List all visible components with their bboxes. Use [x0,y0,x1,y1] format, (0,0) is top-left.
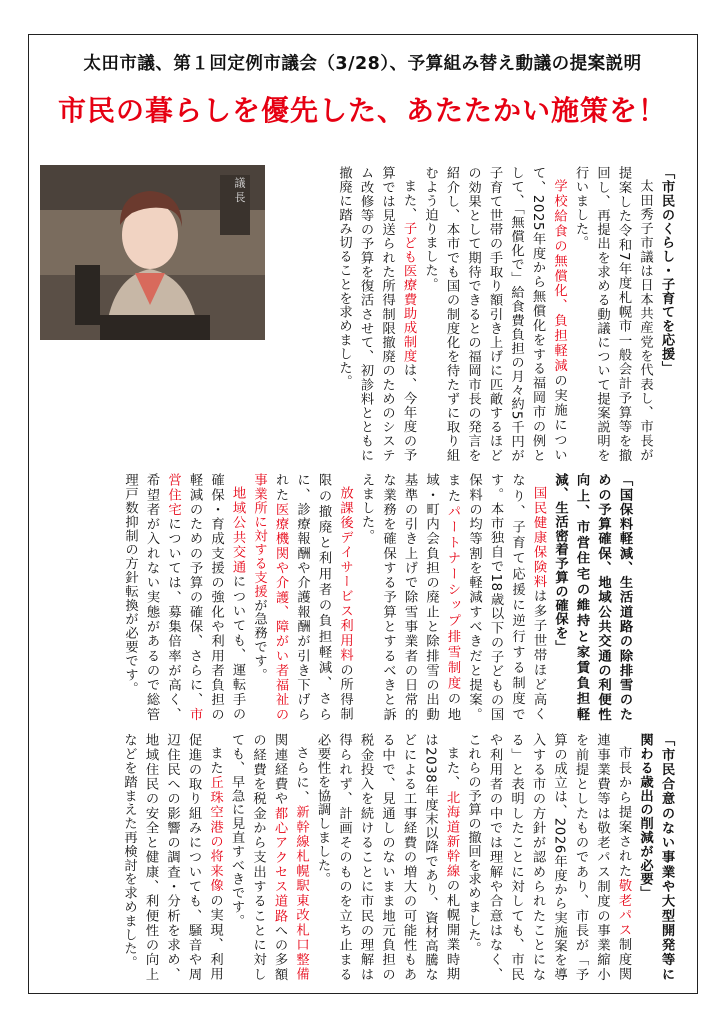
section-children-support [333,166,677,462]
section-spending-cuts [118,733,677,981]
section2-paragraph-2: 放課後デイサービス利用料の所得制限の撤廃と利用者の負担軽減、さらに、診療報酬や介護報酬が引き下げられた医療機関や介護、障がい者福祉の事業所に対する支援が急務です。 [251,473,353,721]
podium-text: 議 長 [233,177,246,203]
headline: 市民の暮らしを優先した、あたたかい施策を！ [57,94,667,127]
section3-paragraph-1: 市長から提案された敬老パス制度関連事業費等は敬老パス制度の事業縮小を前提としたものであり、市長が「予算の成立は、2026年度から実施案を導入する市の方針が認められたことになる」と表明したことに対しても、市民や利用者の中では理解や合意はなく、これらの予算の撤回を求めました。 [465,733,631,981]
header [40,50,685,129]
section3-paragraph-4: また丘珠空港の将来像の実現、利用促進の取り組みについても、騒音や周辺住民への影響の調査・分析を求め、地域住民の安全と健康、利便性の向上などを踏まえた再検討を求めました。 [121,733,223,981]
section1-paragraph-3: また、子ども医療費助成制度は、今年度の予算では見送られた所得制限撤廃のためのシステム改修等の予算を復活させて、初診料とともに撤廃に踏み切ることを求めました。 [336,166,416,462]
section3-heading: 「市民合意のない事業や大型開発等に関わる歳出の削減が必要」 [637,733,674,981]
subtitle: 太田市議、第１回定例市議会（3/28）、予算組み替え動議の提案説明 [83,54,642,74]
section1-paragraph-1: 太田秀子市議は日本共産党を代表し、市長が提案した令和7年度札幌市一般会計予算等を撤回し、再提出を求める動議について提案説明を行いました。 [573,166,653,462]
section1-paragraph-2: 学校給食の無償化、負担軽減の実施について、2025年度から無償化をする福岡市の例として、「無償化で」給食費負担の月々約5千円が子育て世帯の手取り額引き上げに匹敵するほどの効果として期待できるとの福岡市長の発言を紹介し、本市でも国の制度化を待たずに取り組むよう迫りました。 [422,166,567,463]
section3-paragraph-3: さらに、新幹線札幌駅東改札口整備関連経費や都心アクセス道路への多額の経費を税金から支出することに対しても、早急に見直すべきです。 [229,733,309,981]
section2-paragraph-1: 国民健康保険料は多子世帯ほど高くなり、子育て応援に逆行する制度です。本市独自で18歳以下の子どもの国保料の均等割を軽減すべきだと提案。またパートナーシップ排雪制度の地域・町内会負担の廃止と除排雪の出動基準の引き上げで除雪事業者の日常的な業務を確保する予算とするべきと訴えました。 [359,473,546,721]
section1-heading: 「市民のくらし・子育てを応援」 [659,166,674,375]
speaker-photo [40,165,265,340]
section2-paragraph-3: 地域公共交通についても、運転手の確保・育成支援の強化や利用者負担の軽減のための予算の確保、さらに、市営住宅については、募集倍率が高く、希望者が入れない実態があるので総管理戸数抑制の方針転換が必要です。 [122,473,245,722]
section3-paragraph-2: また、北海道新幹線の札幌開業時期は2038年度末以降であり、資材高騰などによる工事経費の増大の可能性もある中で、見通しのないまま地元負担の税金投入を続けることに市民の理解は得られず、計画そのものを立ち止まる必要性を協調しました。 [315,733,459,981]
section-living-budget [119,473,635,721]
section2-heading: 「国保料軽減、生活道路の除排雪のための予算確保、地域公共交通の利便性向上、市営住宅の維持と家賃負担軽減、生活密着予算の確保を」 [552,473,632,721]
